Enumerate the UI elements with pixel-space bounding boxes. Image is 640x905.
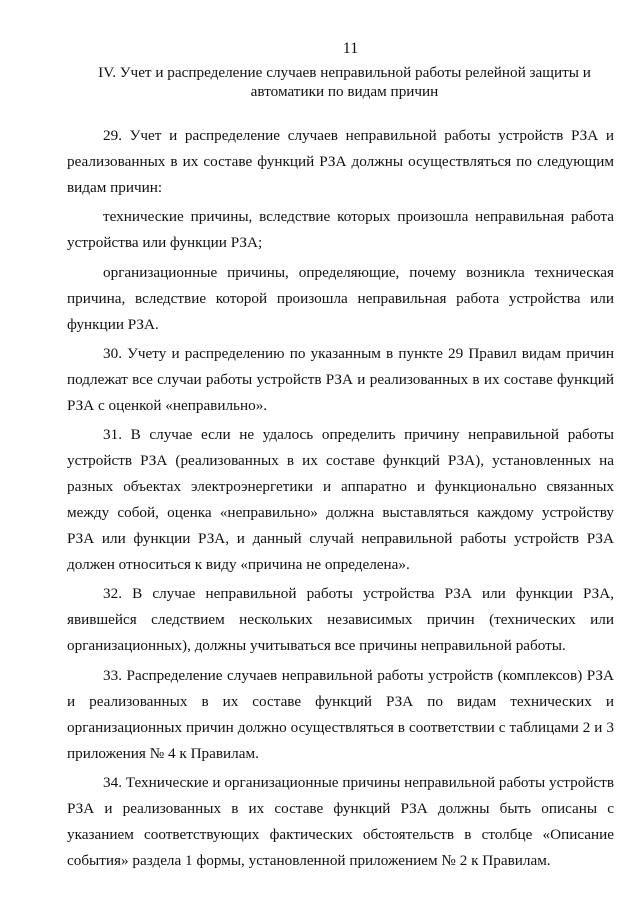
paragraph-technical-causes: технические причины, вследствие которых произошла неправильная работа устройства или функции РЗА; (67, 208, 614, 252)
document-body (67, 123, 614, 874)
paragraph-32: 32. В случае неправильной работы устройства РЗА или функции РЗА, явившейся следствием нескольких независимых причин (технических или организационных), должны учитываться все причины неправильной работы. (67, 585, 614, 655)
paragraph-31: 31. В случае если не удалось определить причину неправильной работы устройств РЗА (реализованных в их составе функций РЗА), установленных на разных объектах электроэнергетики и аппаратно и функционально связанных между собой, оценка «неправильно» должна выставляться каждому устройству РЗА или функции РЗА, и данный случай неправильной работы устройств РЗА должен относиться к виду «причина не определена». (67, 426, 614, 574)
paragraph-34: 34. Технические и организационные причины неправильной работы устройств РЗА и реализованных в их составе функций РЗА должны быть описаны с указанием соответствующих фактических обстоятельств в столбце «Описание события» раздела 1 формы, установленной приложением № 2 к Правилам. (67, 774, 614, 870)
paragraph-30: 30. Учету и распределению по указанным в пункте 29 Правил видам причин подлежат все случаи работы устройств РЗА и реализованных в их составе функций РЗА с оценкой «неправильно». (67, 344, 614, 414)
section-title: IV. Учет и распределение случаев неправильной работы релейной защиты и автоматики по видам причин (98, 64, 591, 100)
paragraph-29: 29. Учет и распределение случаев неправильной работы устройств РЗА и реализованных в их составе функций РЗА должны осуществляться по следующим видам причин: (67, 127, 614, 196)
paragraph-organizational-causes: организационные причины, определяющие, почему возникла техническая причина, вследствие которой произошла неправильная работа устройства или функции РЗА. (67, 263, 614, 333)
page-number: 11 (342, 40, 359, 57)
paragraph-33: 33. Распределение случаев неправильной работы устройств (комплексов) РЗА и реализованных в их составе функций РЗА по видам технических и организационных причин должно осуществляться в соответствии с таблицами 2 и 3 приложения № 4 к Правилам. (67, 666, 614, 762)
